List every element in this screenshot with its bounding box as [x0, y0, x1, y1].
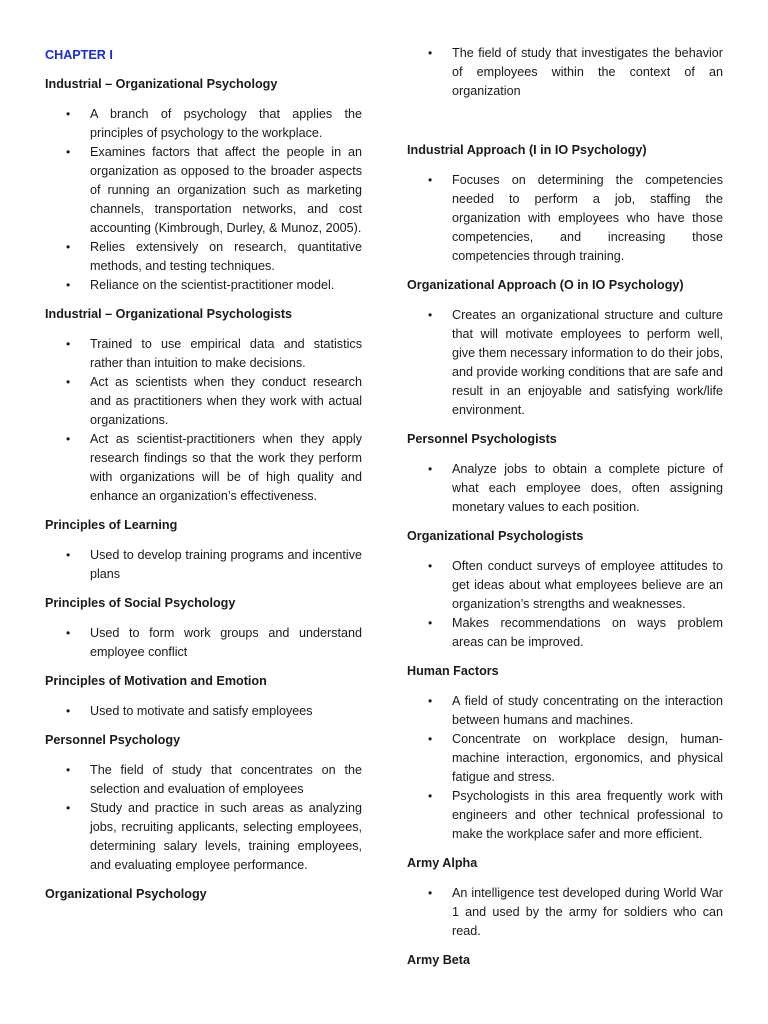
section-heading: Organizational Psychology — [45, 887, 207, 901]
section-heading: Army Beta — [407, 953, 470, 967]
bullet-icon: • — [66, 107, 71, 121]
section-heading: Army Alpha — [407, 856, 478, 870]
bullet-icon: • — [428, 886, 433, 900]
bullet-icon: • — [66, 626, 71, 640]
section-heading: Industrial – Organizational Psychology — [45, 77, 278, 91]
section-heading: Organizational Approach (O in IO Psychology) — [407, 278, 684, 292]
bullet-icon: • — [66, 278, 71, 292]
list-item: • Focuses on determining the competencies needed to perform a job, staffing the organization with employees who have those competencies, and increasing those competencies through training. — [428, 173, 723, 263]
list-item: • Examines factors that affect the people in an organization as opposed to the broader aspects of running an organization such as marketing channels, transportation networks, and cost accounting (Kimbrough, Durley, & Munoz, 2005). — [66, 145, 362, 235]
bullet-icon: • — [66, 763, 71, 777]
list-item: • Used to motivate and satisfy employees — [45, 702, 362, 721]
section-heading: Principles of Learning — [45, 518, 178, 532]
bullet-icon: • — [66, 145, 71, 159]
bullet-list — [407, 884, 723, 941]
list-item: • Analyze jobs to obtain a complete picture of what each employee does, often assigning monetary values to each position. — [428, 462, 723, 514]
bullet-icon: • — [428, 46, 433, 60]
bullet-icon: • — [66, 375, 71, 389]
bullet-list — [45, 702, 362, 721]
bullet-list — [45, 761, 362, 875]
bullet-icon: • — [428, 694, 433, 708]
section-heading: Human Factors — [407, 664, 499, 678]
chapter-title: CHAPTER I — [45, 48, 113, 62]
bullet-list — [407, 692, 723, 844]
bullet-icon: • — [66, 240, 71, 254]
list-item: • An intelligence test developed during World War 1 and used by the army for soldiers who can read. — [428, 886, 723, 938]
bullet-icon: • — [66, 432, 71, 446]
bullet-list — [407, 306, 723, 420]
bullet-icon: • — [428, 559, 433, 573]
bullet-icon: • — [428, 462, 433, 476]
list-item: • Study and practice in such areas as analyzing jobs, recruiting applicants, selecting employees, determining salary levels, training employees, and evaluating employee performance. — [66, 801, 362, 872]
section-heading: Industrial Approach (I in IO Psychology) — [407, 143, 647, 157]
list-item: • Act as scientists when they conduct research and as practitioners when they work with actual organizations. — [66, 375, 362, 427]
bullet-list — [45, 546, 362, 584]
list-item: • Creates an organizational structure and culture that will motivate employees to perform well, give them necessary information to do their jobs, and provide working conditions that are safe and result in an enjoyable and satisfying work/life environment. — [428, 308, 723, 417]
left-column — [45, 44, 362, 915]
section-heading: Personnel Psychology — [45, 733, 181, 747]
list-item: • A branch of psychology that applies the principles of psychology to the workplace. — [66, 107, 362, 140]
bullet-icon: • — [66, 801, 71, 815]
list-item: • The field of study that concentrates on the selection and evaluation of employees — [66, 763, 362, 796]
bullet-list — [407, 460, 723, 517]
bullet-icon: • — [428, 789, 433, 803]
section-heading: Organizational Psychologists — [407, 529, 584, 543]
list-item: • Trained to use empirical data and statistics rather than intuition to make decisions. — [66, 337, 362, 370]
bullet-list — [407, 557, 723, 652]
list-item: • Used to form work groups and understand employee conflict — [66, 626, 362, 659]
list-item: • The field of study that investigates the behavior of employees within the context of an organization — [428, 46, 723, 98]
bullet-icon: • — [66, 548, 71, 562]
list-item: • Relies extensively on research, quantitative methods, and testing techniques. — [66, 240, 362, 273]
bullet-icon: • — [428, 308, 433, 322]
bullet-icon: • — [428, 616, 433, 630]
right-column — [407, 44, 723, 981]
list-item: • A field of study concentrating on the interaction between humans and machines. — [428, 694, 723, 727]
section-heading: Personnel Psychologists — [407, 432, 557, 446]
bullet-icon: • — [428, 732, 433, 746]
bullet-list — [45, 335, 362, 506]
list-item: • Used to develop training programs and incentive plans — [66, 548, 362, 581]
bullet-list — [407, 171, 723, 266]
list-item: • Makes recommendations on ways problem areas can be improved. — [428, 616, 723, 649]
section-heading: Principles of Social Psychology — [45, 596, 236, 610]
list-item: • Concentrate on workplace design, human-machine interaction, ergonomics, and physical fatigue and stress. — [428, 732, 723, 784]
bullet-list — [45, 624, 362, 662]
bullet-icon: • — [428, 173, 433, 187]
bullet-icon: • — [66, 337, 71, 351]
list-item: • Act as scientist-practitioners when they apply research findings so that the work they perform with organizations will be of high quality and enhance an organization’s effectiveness. — [66, 432, 362, 503]
bullet-list — [407, 44, 723, 101]
bullet-list — [45, 105, 362, 295]
list-item: • Often conduct surveys of employee attitudes to get ideas about what employees believe are an organization’s strengths and weaknesses. — [428, 559, 723, 611]
section-heading: Principles of Motivation and Emotion — [45, 674, 267, 688]
bullet-icon: • — [66, 704, 71, 718]
list-item: • Psychologists in this area frequently work with engineers and other technical professional to make the workplace safer and more efficient. — [428, 789, 723, 841]
section-heading: Industrial – Organizational Psychologists — [45, 307, 293, 321]
list-item: • Reliance on the scientist-practitioner model. — [45, 276, 362, 295]
